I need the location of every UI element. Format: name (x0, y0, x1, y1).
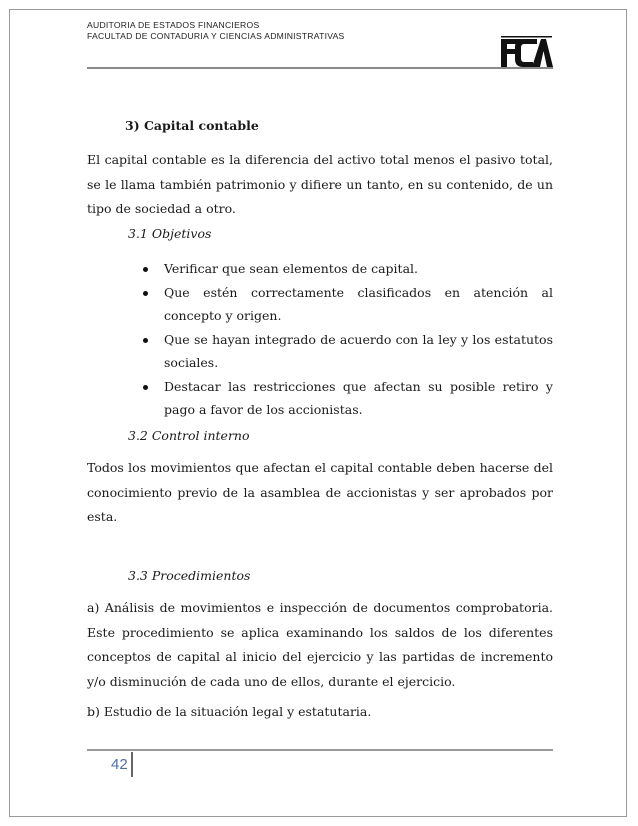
header-subtitle: FACULTAD DE CONTADURIA Y CIENCIAS ADMINISTRATIVAS (87, 31, 345, 41)
list-item (140, 328, 553, 375)
page-number: 42 (111, 756, 128, 773)
fca-logo-icon (499, 33, 553, 69)
control-heading: 3.2 Control interno (128, 428, 250, 443)
page-number-separator (131, 752, 133, 777)
header-divider (87, 67, 553, 69)
bullet-icon (143, 291, 148, 296)
intro-paragraph: El capital contable es la diferencia del activo total menos el pasivo total, se le llama también patrimonio y difiere un tanto, en su contenido, de un tipo de sociedad a otro. (87, 152, 553, 216)
objetivos-heading: 3.1 Objetivos (128, 226, 212, 241)
procedure-b-paragraph: b) Estudio de la situación legal y estatutaria. (87, 704, 372, 719)
list-item-text: Destacar las restricciones que afectan su posible retiro y pago a favor de los accionistas. (164, 378, 553, 417)
procedimientos-heading: 3.3 Procedimientos (128, 568, 251, 583)
footer-divider (87, 749, 553, 751)
procedure-a-paragraph: a) Análisis de movimientos e inspección de documentos comprobatoria. Este procedimiento se aplica examinando los saldos de los diferentes conceptos de capital al inicio del ejercicio y las partidas de incremento y/o disminución de cada uno de ellos, durante el ejercicio. (87, 600, 553, 689)
bullet-icon (143, 338, 148, 343)
list-item (140, 257, 553, 281)
list-item (140, 281, 553, 328)
list-item (140, 375, 553, 422)
list-item-text: Que estén correctamente clasificados en atención al concepto y origen. (164, 284, 553, 323)
list-item-text: Verificar que sean elementos de capital. (164, 261, 419, 276)
header-title: AUDITORIA DE ESTADOS FINANCIEROS (87, 20, 260, 30)
list-item-text: Que se hayan integrado de acuerdo con la ley y los estatutos sociales. (164, 331, 553, 370)
section-heading: 3) Capital contable (125, 118, 259, 133)
objetivos-list (140, 257, 553, 422)
page-header (87, 20, 553, 70)
control-paragraph: Todos los movimientos que afectan el capital contable deben hacerse del conocimiento previo de la asamblea de accionistas y ser aprobados por esta. (87, 460, 553, 524)
bullet-icon (143, 267, 148, 272)
bullet-icon (143, 385, 148, 390)
